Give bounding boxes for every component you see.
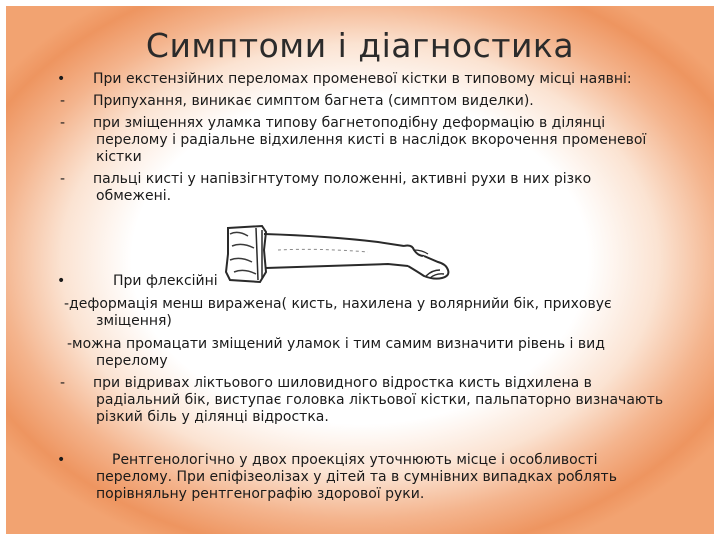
dash-marker: - [60,375,66,391]
text-line: перелому. При епіфізеолізах у дітей та в сумнівних випадках роблять [96,469,617,485]
dash-marker: - [60,93,66,109]
text-line: обмежені. [96,188,172,204]
dash-marker: - [60,171,66,187]
text-line: При екстензійних переломах променевої кістки в типовому місці наявні: [93,71,632,87]
text-line: перелому і радіальне відхилення кисті в наслідок вкорочення променевої [96,132,647,148]
text-line: радіальний бік, виступає головка ліктьової кістки, пальпаторно визначають [96,392,664,408]
arm-drawing [218,220,464,288]
text-line: порівняльну рентгенографію здорової руки. [96,486,425,502]
text-line: перелому [96,353,168,369]
bullet-marker: • [57,71,66,87]
text-line: Припухання, виникає симптом багнета (симптом виделки). [93,93,534,109]
bullet-marker: • [57,452,66,468]
dash-marker: - [60,115,66,131]
text-line: пальці кисті у напівзігнтутому положенні, активні рухи в них різко [93,171,592,187]
text-line: різкий біль у ділянці відростка. [96,409,329,425]
text-line: при відривах ліктьового шиловидного відростка кисть відхилена в [93,375,592,391]
text-line: зміщення) [96,313,172,329]
text-line: Рентгенологічно у двох проекціях уточнюють місце і особливості [112,452,598,468]
arm-deformity-illustration [218,220,464,288]
text-line: При флексійні [113,273,218,289]
text-line: при зміщеннях уламка типову багнетоподібну деформацію в ділянці [93,115,606,131]
bullet-marker: • [57,273,66,289]
text-line: -можна промацати зміщений уламок і тим самим визначити рівень і вид [67,336,605,352]
text-line: -деформація менш виражена( кисть, нахилена у волярнийи бік, приховує [64,296,612,312]
slide-title: Симптоми і діагностика [145,26,575,65]
text-line: кістки [96,149,142,165]
